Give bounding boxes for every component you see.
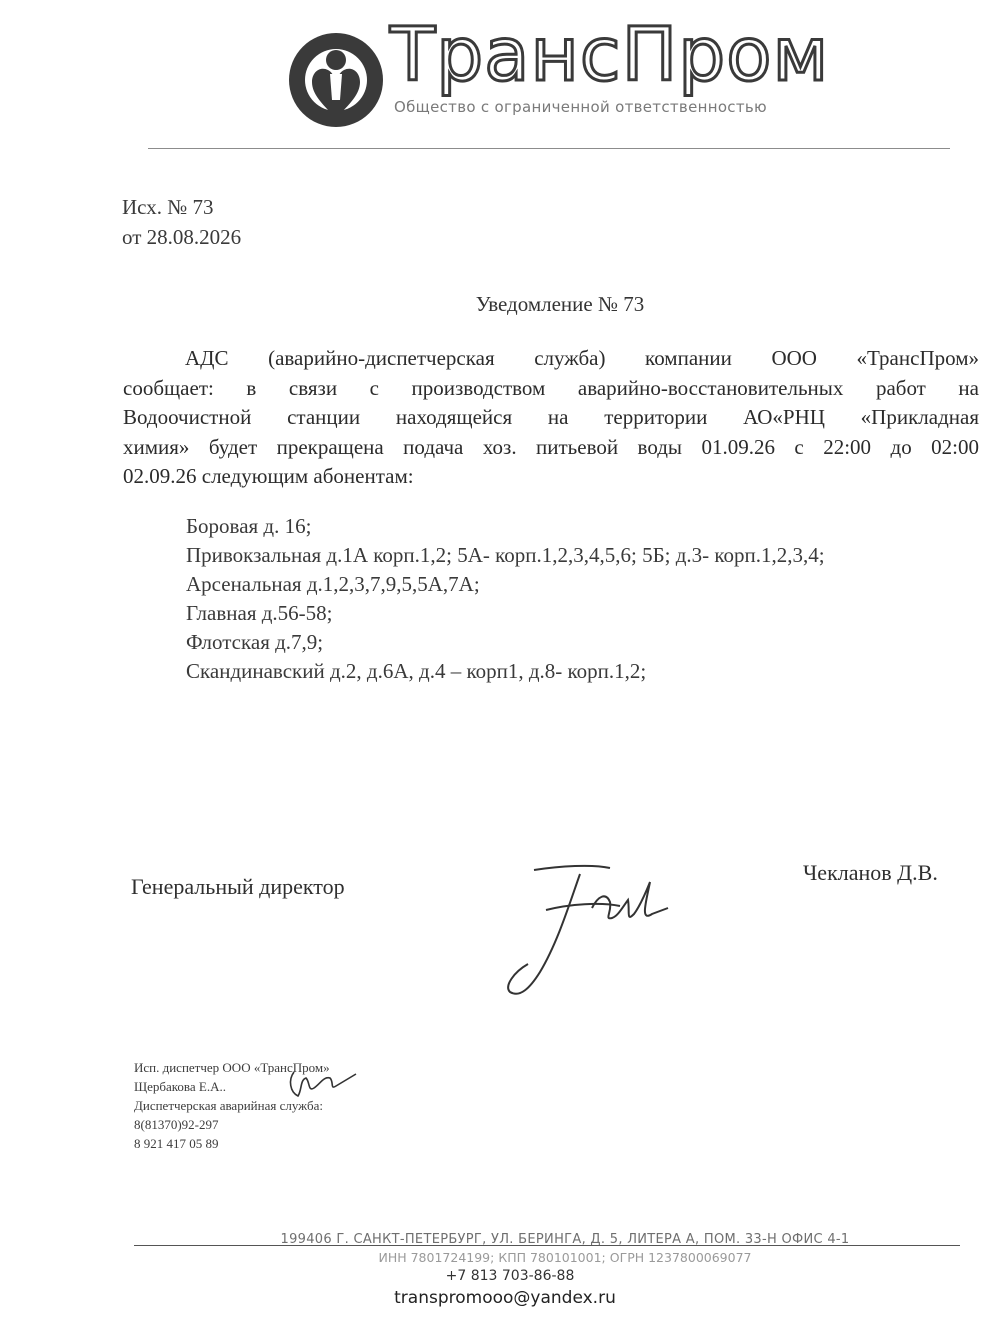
outgoing-date: от 28.08.2026 bbox=[122, 225, 242, 249]
signatory-name: Чекланов Д.В. bbox=[803, 860, 938, 885]
signatory-role: Генеральный директор bbox=[131, 874, 345, 899]
dispatch-phone-2: 8 921 417 05 89 bbox=[134, 1136, 219, 1151]
body-line: АДС (аварийно-диспетчерская служба) компании ООО «ТрансПром» bbox=[185, 346, 979, 370]
body-line: сообщает: в связи с производством аварийно-восстановительных работ на bbox=[123, 375, 979, 400]
outgoing-number: Исх. № 73 bbox=[122, 195, 214, 219]
body-line: Водоочистной станции находящейся на территории АО«РНЦ «Прикладная bbox=[123, 405, 979, 429]
address-item: Главная д.56-58; bbox=[186, 601, 333, 625]
brand-subtitle: Общество с ограниченной ответственностью bbox=[394, 98, 767, 116]
document-title-row bbox=[0, 292, 1004, 317]
footer-email: transpromooo@yandex.ru bbox=[394, 1288, 616, 1308]
outgoing-reference bbox=[122, 192, 241, 252]
dispatch-phone-1: 8(81370)92-297 bbox=[134, 1117, 219, 1132]
notice-body bbox=[123, 344, 979, 492]
header-divider bbox=[148, 148, 950, 149]
footer-registration: ИНН 7801724199; КПП 780101001; ОГРН 1237800069077 bbox=[378, 1250, 752, 1265]
footer bbox=[150, 1232, 980, 1308]
director-signature-icon bbox=[500, 852, 690, 1002]
footer-phone: +7 813 703-86-88 bbox=[445, 1268, 575, 1284]
document-title: Уведомление № 73 bbox=[475, 292, 645, 316]
executor-signature-icon bbox=[284, 1066, 364, 1100]
address-item: Арсенальная д.1,2,3,7,9,5,5А,7А; bbox=[186, 572, 480, 596]
dispatch-service-label: Диспетчерская аварийная служба: bbox=[134, 1098, 323, 1113]
footer-address: 199406 Г. САНКТ-ПЕТЕРБУРГ, УЛ. БЕРИНГА, Д. 5, ЛИТЕРА А, ПОМ. 33-Н ОФИС 4-1 bbox=[280, 1232, 850, 1247]
address-item: Боровая д. 16; bbox=[186, 514, 312, 538]
executor-position: Исп. диспетчер ООО «ТрансПром» bbox=[134, 1060, 330, 1075]
brand-name: ТрансПром bbox=[390, 12, 830, 98]
subscriber-address-list bbox=[186, 512, 825, 686]
transprom-logo-icon bbox=[286, 30, 386, 130]
executor-name: Щербакова Е.А.. bbox=[134, 1079, 226, 1094]
body-line: 02.09.26 следующим абонентам: bbox=[123, 464, 414, 488]
address-item: Привокзальная д.1А корп.1,2; 5А- корп.1,2,3,4,5,6; 5Б; д.3- корп.1,2,3,4; bbox=[186, 543, 825, 567]
address-item: Флотская д.7,9; bbox=[186, 630, 324, 654]
address-item: Скандинавский д.2, д.6А, д.4 – корп1, д.8- корп.1,2; bbox=[186, 659, 647, 683]
body-line: химия» будет прекращена подача хоз. питьевой воды 01.09.26 с 22:00 до 02:00 bbox=[123, 434, 979, 459]
